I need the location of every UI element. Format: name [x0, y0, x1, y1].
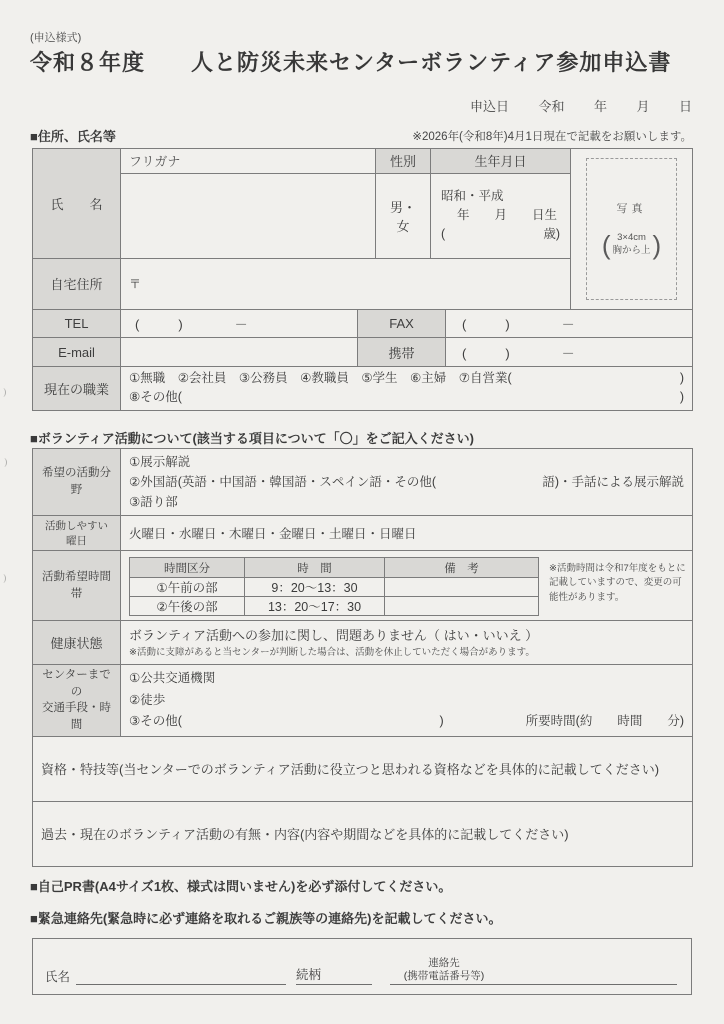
birthdate-header-cell: 生年月日 — [431, 149, 571, 174]
scan-artifact — [1, 458, 7, 467]
apply-year-label: 年 — [593, 99, 607, 114]
morning-time-cell: 9：20～13：30 — [245, 578, 385, 597]
activity-option-2a: ②外国語(英語・中国語・韓国語・スペイン語・その他( — [129, 475, 437, 489]
table-row — [130, 597, 539, 616]
emergency-relation-label: 続柄 — [296, 968, 322, 982]
transport-duration: 所要時間(約 時間 分) — [525, 713, 684, 728]
time-col-division-header: 時間区分 — [130, 558, 245, 578]
time-col-time-header: 時 間 — [245, 558, 385, 578]
photo-paren-close: ) — [652, 230, 662, 260]
birth-age-line — [441, 225, 560, 244]
occupation-close-1: ) — [679, 371, 685, 385]
mobile-entry-cell: ( ) － — [446, 338, 693, 367]
transport-label-line1: センターまでの — [42, 669, 111, 698]
fax-entry-cell: ( ) － — [446, 310, 693, 338]
health-entry-cell — [121, 621, 693, 665]
activity-field-label-cell: 希望の活動分野 — [33, 449, 121, 516]
photo-size-lines — [611, 232, 653, 258]
emergency-name-line — [76, 968, 286, 985]
form-title: 令和８年度 人と防災未来センターボランティア参加申込書 — [30, 50, 672, 75]
apply-day-label: 日 — [678, 99, 692, 114]
photo-size-note — [602, 232, 661, 258]
occupation-entry-cell — [121, 367, 693, 411]
time-slot-table — [129, 557, 539, 616]
emergency-name-field — [45, 967, 286, 985]
photo-size-text: 3×4cm — [617, 232, 646, 244]
volunteer-table — [32, 448, 693, 867]
volunteer-section-heading: ■ボランティア活動について(該当する項目について「〇」をご記入ください) — [30, 431, 474, 446]
time-slot-entry-cell — [121, 551, 693, 621]
birth-age-close: 歳) — [543, 227, 561, 242]
transport-option-1: ①公共交通機関 — [129, 671, 216, 686]
activity-option-3: ③語り部 — [129, 495, 178, 509]
occupation-line1 — [129, 369, 684, 388]
activity-option-2b: 語)・手話による展示解説 — [542, 475, 684, 489]
tel-entry-cell: ( ) － — [121, 310, 358, 338]
birthdate-entry-cell — [431, 173, 571, 258]
transport-label-line2: 交通手段・時間 — [42, 702, 111, 732]
occupation-options-1: ①無職 ②会社員 ③公務員 ④教職員 ⑤学生 ⑥主婦 ⑦自営業( — [129, 371, 512, 385]
form-style-label: (申込様式) — [30, 32, 82, 44]
gender-header-cell: 性別 — [376, 149, 431, 174]
afternoon-division-cell: ②午後の部 — [130, 597, 245, 616]
health-statement: ボランティア活動への参加に関し、問題ありません（ はい・いいえ ） — [129, 627, 539, 643]
transport-label-cell — [33, 665, 121, 737]
tel-label-cell: TEL — [33, 310, 121, 338]
health-note: ※活動に支障があると当センターが判断した場合は、活動を休止していただく場合があります。 — [129, 646, 535, 658]
emergency-relation-field — [296, 965, 372, 985]
weekday-entry-cell: 火曜日・水曜日・木曜日・金曜日・土曜日・日曜日 — [121, 516, 693, 551]
time-slot-label-cell: 活動希望時間帯 — [33, 551, 121, 621]
emergency-contact-field — [390, 957, 677, 985]
transport-option-3-row — [129, 711, 684, 732]
emergency-contact-heading: ■緊急連絡先(緊急時に必ず連絡を取れるご親族等の連絡先)を記載してください。 — [30, 911, 502, 926]
address-table — [32, 148, 693, 411]
photo-paren-open: ( — [601, 230, 611, 260]
birth-era-options: 昭和・平成 — [441, 188, 504, 203]
photo-label: 写真 — [616, 203, 647, 215]
pr-attachment-note: ■自己PR書(A4サイズ1枚、様式は問いません)を必ず添付してください。 — [30, 879, 452, 894]
email-entry-cell — [121, 338, 358, 367]
address-section-heading: ■住所、氏名等 — [30, 129, 116, 144]
occupation-line2 — [129, 388, 684, 407]
name-label-cell: 氏 名 — [33, 149, 121, 259]
activity-field-entry-cell — [121, 449, 693, 516]
apply-month-label: 月 — [636, 99, 650, 114]
apply-era-label: 令和 — [538, 99, 565, 114]
scan-artifact — [0, 574, 6, 583]
emergency-contact-label-line2: (携帯電話番号等) — [403, 970, 485, 983]
afternoon-time-cell: 13：20～17：30 — [245, 597, 385, 616]
birth-ymd-line: 年 月 日生 — [457, 207, 558, 222]
scan-artifact — [0, 388, 6, 397]
gender-options-cell: 男・女 — [376, 173, 431, 258]
time-slot-note: ※活動時間は令和7年度をもとに記載していますので、変更の可能性があります。 — [549, 563, 686, 603]
birth-age-open: ( — [441, 227, 446, 242]
application-date-row — [470, 96, 692, 115]
activity-option-2 — [129, 472, 684, 492]
furigana-cell: フリガナ — [121, 149, 376, 174]
apply-date-label: 申込日 — [470, 99, 510, 114]
transport-entry-cell — [121, 665, 693, 737]
home-address-label-cell: 自宅住所 — [33, 258, 121, 309]
photo-cell — [571, 149, 693, 310]
table-row — [130, 578, 539, 597]
emergency-name-label: 氏名 — [45, 970, 71, 984]
address-section-note: ※2026年(令和8年)4月1日現在で記載をお願いします。 — [412, 131, 692, 143]
photo-box — [586, 158, 677, 300]
health-label-cell: 健康状態 — [33, 621, 121, 665]
morning-remarks-cell — [385, 578, 539, 597]
afternoon-remarks-cell — [385, 597, 539, 616]
name-entry-cell — [121, 173, 376, 258]
qualification-cell: 資格・特技等(当センターでのボランティア活動に役立つと思われる資格などを具体的に記載してください) — [33, 736, 693, 801]
time-col-remarks-header: 備 考 — [385, 558, 539, 578]
transport-option-2: ②徒歩 — [129, 692, 166, 707]
photo-framing-text: 胸から上 — [612, 245, 651, 256]
occupation-close-2: ) — [679, 390, 685, 405]
weekday-label-cell: 活動しやすい曜日 — [33, 516, 121, 551]
transport-option-3-close: ) — [439, 713, 444, 728]
emergency-contact-label — [390, 957, 498, 984]
activity-option-1: ①展示解説 — [129, 455, 191, 469]
fax-label-cell: FAX — [358, 310, 446, 338]
email-label-cell: E-mail — [33, 338, 121, 367]
history-cell: 過去・現在のボランティア活動の有無・内容(内容や期間などを具体的に記載してください) — [33, 801, 693, 866]
emergency-contact-box — [32, 938, 692, 995]
emergency-contact-label-line1: 連絡先 — [428, 956, 460, 969]
transport-option-3: ③その他( — [129, 713, 182, 728]
occupation-options-2: ⑧その他( — [129, 390, 182, 405]
morning-division-cell: ①午前の部 — [130, 578, 245, 597]
home-address-entry-cell: 〒 — [121, 258, 571, 309]
occupation-label-cell: 現在の職業 — [33, 367, 121, 411]
mobile-label-cell: 携帯 — [358, 338, 446, 367]
